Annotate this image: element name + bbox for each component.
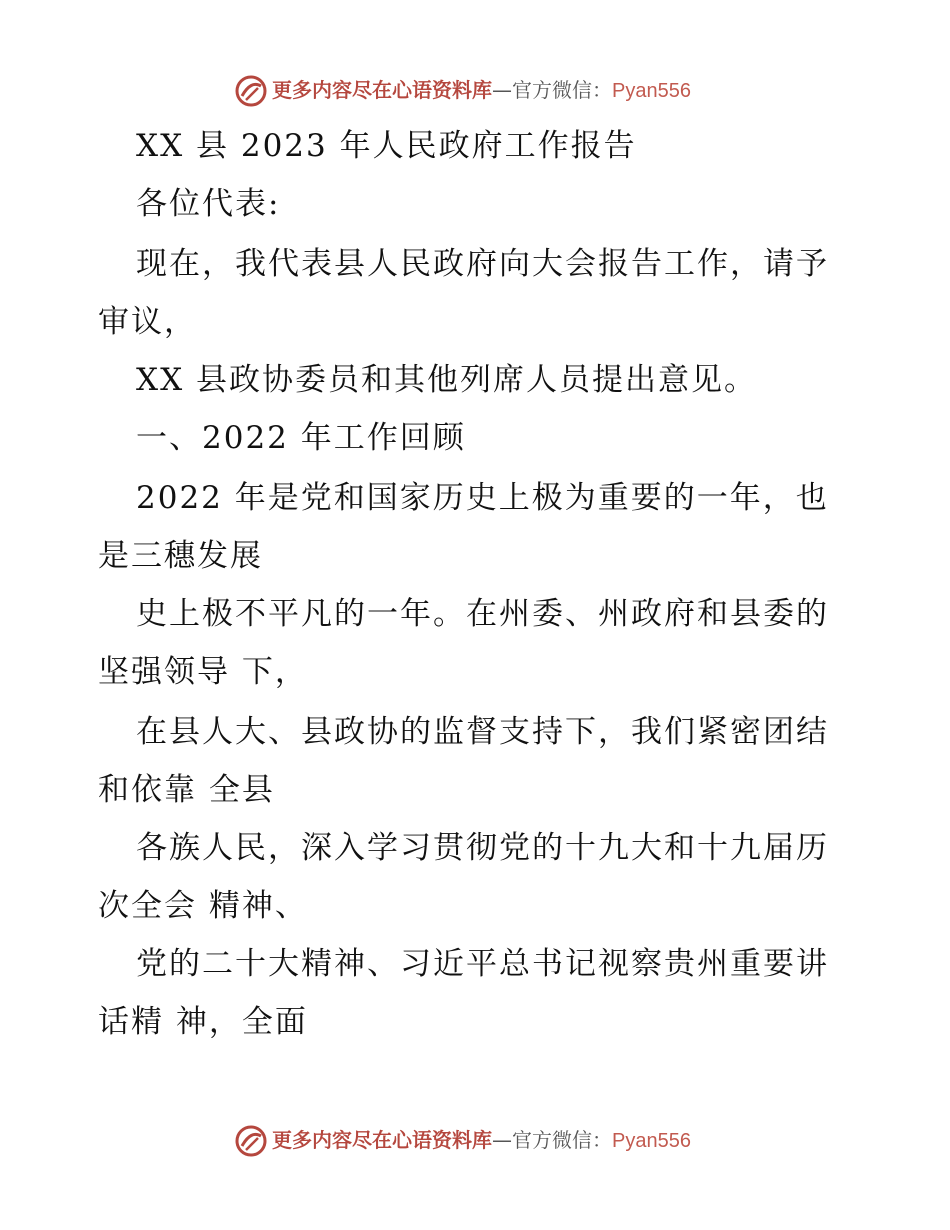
banner-main-text: 更多内容尽在心语资料库 (272, 78, 492, 102)
banner-wechat-label: 官方微信： (512, 78, 612, 102)
paragraph-line: 现在，我代表县人民政府向大会报告工作，请予 (136, 246, 829, 282)
banner-separator: — (492, 1128, 512, 1152)
paragraph-line: 党的二十大精神、习近平总书记视察贵州重要讲 (136, 946, 829, 982)
paragraph-line: 是三穗发展 (98, 538, 263, 574)
banner-wechat-id: Pyan556 (612, 80, 691, 102)
banner-separator: — (492, 78, 512, 102)
brand-logo-icon (234, 74, 268, 108)
paragraph-line: XX 县政协委员和其他列席人员提出意见。 (136, 362, 757, 398)
document-title: XX 县 2023 年人民政府工作报告 (136, 128, 637, 164)
paragraph-line: 史上极不平凡的一年。在州委、州政府和县委的 (136, 596, 829, 632)
paragraph-line: 话精 神，全面 (98, 1004, 308, 1040)
header-banner-text (272, 76, 691, 105)
paragraph-line: 和依靠 全县 (98, 772, 275, 808)
paragraph-line: 次全会 精神、 (98, 888, 308, 924)
paragraph-line: 坚强领导 下， (98, 654, 308, 690)
section-heading: 一、2022 年工作回顾 (136, 420, 466, 456)
banner-main-text: 更多内容尽在心语资料库 (272, 1128, 492, 1152)
header-watermark-banner (0, 68, 950, 112)
salutation: 各位代表: (136, 186, 281, 222)
banner-wechat-id: Pyan556 (612, 1130, 691, 1152)
paragraph-line: 在县人大、县政协的监督支持下，我们紧密团结 (136, 714, 829, 750)
paragraph-line: 各族人民，深入学习贯彻党的十九大和十九届历 (136, 830, 829, 866)
footer-banner-text (272, 1126, 691, 1155)
paragraph-line: 审议， (98, 304, 197, 340)
paragraph-line: 2022 年是党和国家历史上极为重要的一年，也 (136, 480, 829, 516)
footer-watermark-banner (0, 1118, 950, 1162)
banner-wechat-label: 官方微信： (512, 1128, 612, 1152)
brand-logo-icon (234, 1124, 268, 1158)
